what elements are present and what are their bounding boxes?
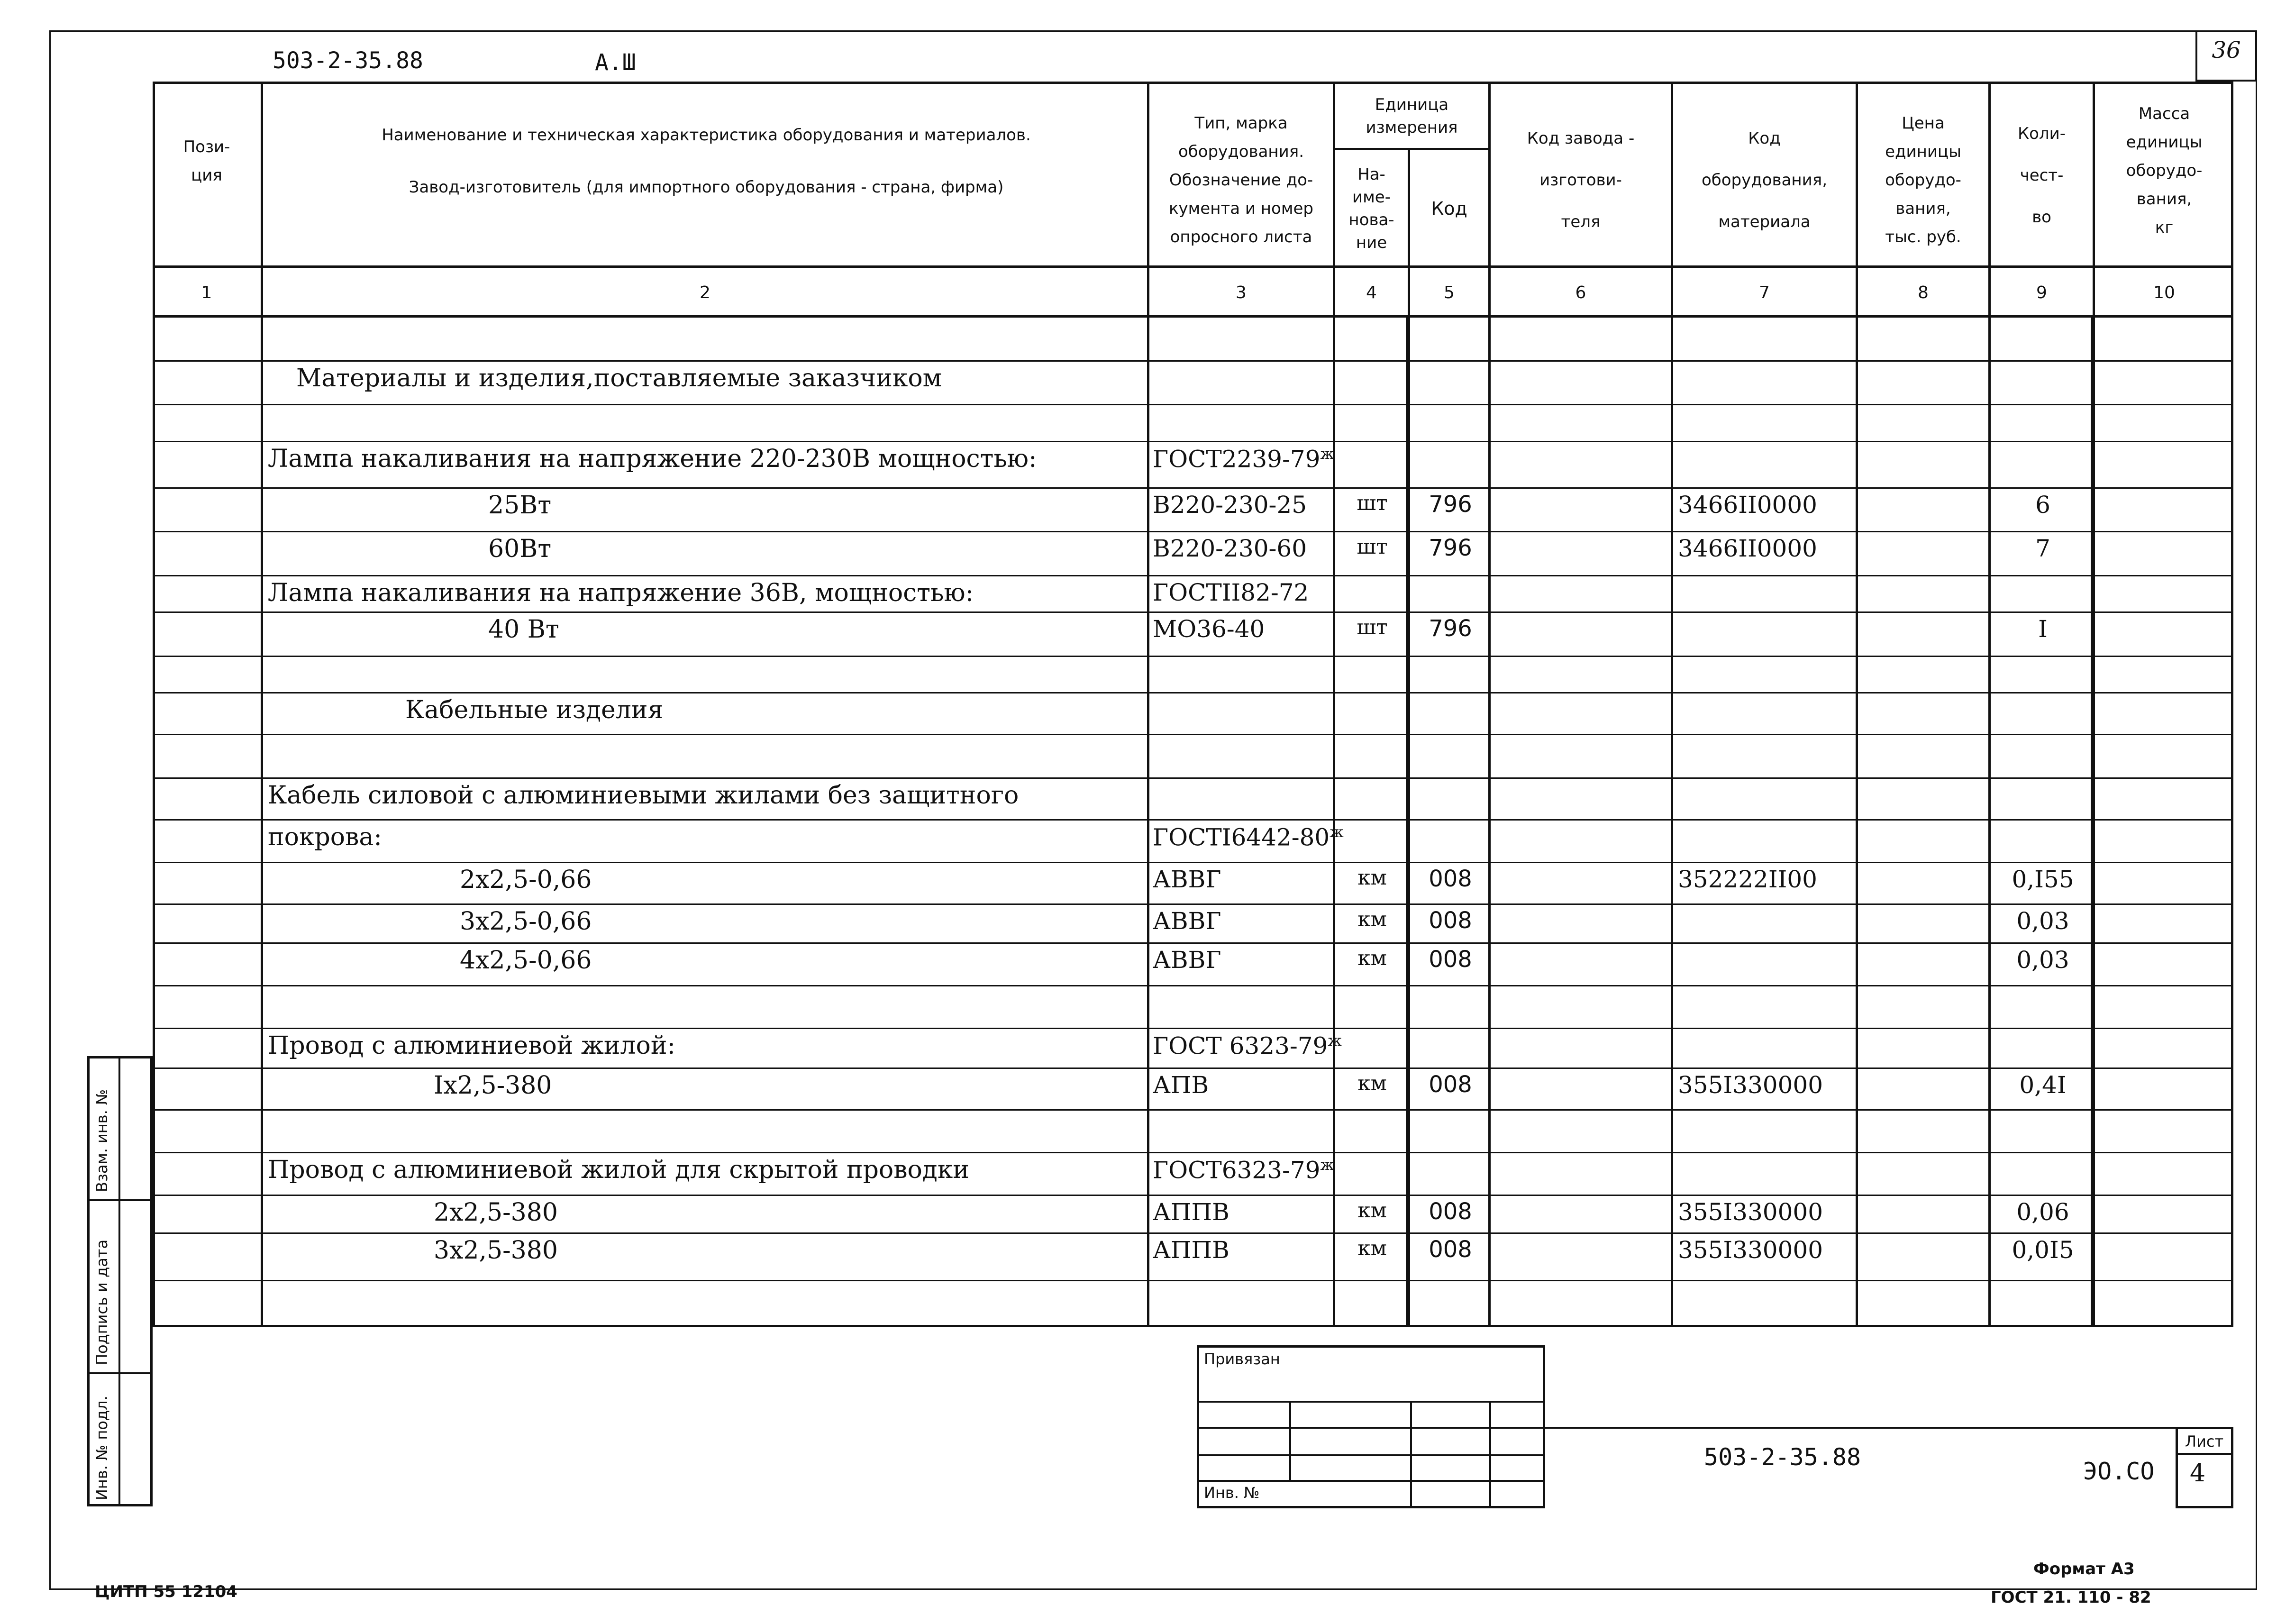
row-line [153, 404, 2233, 405]
row-name: Лампа накаливания на напряжение 36В, мощностью: [268, 579, 974, 607]
row-unit-code: 008 [1429, 1198, 1472, 1225]
col4-header-l1: На- [1357, 165, 1385, 184]
row-type-text: МО36-40 [1153, 615, 1265, 643]
row-type-text: АПВ [1153, 1071, 1209, 1099]
col7-header [1673, 104, 1856, 256]
row-name: 2х2,5-380 [434, 1198, 558, 1227]
row-type [1153, 946, 1221, 974]
row-quantity: 0,06 [2016, 1198, 2069, 1226]
row-line [153, 611, 2233, 613]
row-line [153, 531, 2233, 532]
colnum-2: 2 [700, 283, 710, 302]
row-unit: км [1357, 866, 1387, 890]
row-type-sup: ж [1320, 1156, 1334, 1174]
row-type [1153, 866, 1221, 893]
colnum-8: 8 [1918, 283, 1929, 302]
row-unit-code: 008 [1429, 866, 1472, 892]
col4-header [1335, 154, 1408, 263]
row-quantity: 0,03 [2016, 946, 2069, 974]
row-unit: шт [1357, 535, 1388, 559]
row-unit-code: 008 [1429, 1071, 1472, 1098]
row-type [1153, 1198, 1229, 1226]
row-name: покрова: [268, 823, 382, 851]
row-name: 40 Вт [488, 615, 559, 644]
colnum-9: 9 [2036, 283, 2047, 302]
col6-header [1491, 104, 1671, 256]
col9-header-l3: во [2032, 208, 2051, 227]
row-line [153, 1195, 2233, 1196]
list-value: 4 [2190, 1459, 2206, 1487]
col9-header-l1: Коли- [2017, 124, 2066, 143]
privyazan-line-2 [1197, 1427, 1545, 1429]
col10-header-l5: кг [2155, 218, 2174, 237]
row-line [153, 1067, 2233, 1069]
row-name: Лампа накаливания на напряжение 220-230В мощностью: [268, 445, 1037, 473]
col8-header-l1: Цена [1902, 114, 1945, 133]
row-type-text: ГОСТ6323-79 [1153, 1156, 1321, 1184]
row-line [153, 734, 2233, 735]
col-line-3 [1333, 82, 1335, 1327]
row-type [1153, 907, 1221, 935]
unit-split-line [1333, 148, 1488, 150]
row-name: 3х2,5-0,66 [460, 907, 592, 936]
row-type-text: ГОСТ2239-79 [1153, 445, 1321, 473]
row-name: 3х2,5-380 [434, 1236, 558, 1265]
col-line-7 [1856, 82, 1858, 1327]
col1-header [153, 119, 261, 204]
row-material-code: 355I330000 [1678, 1236, 1823, 1264]
colnum-5: 5 [1444, 283, 1455, 302]
row-type [1153, 823, 1344, 851]
row-line [153, 692, 2233, 693]
col-line-6 [1671, 82, 1673, 1327]
colnum-bottom-line [153, 315, 2233, 318]
row-unit-code: 796 [1429, 615, 1472, 642]
col10-header-l3: оборудо- [2126, 161, 2203, 180]
col3-header-l4: кумента и номер [1169, 199, 1313, 218]
row-name: Кабельные изделия [405, 696, 664, 724]
row-name: 4х2,5-0,66 [460, 946, 592, 975]
row-line [153, 862, 2233, 863]
row-quantity: 6 [2035, 491, 2050, 519]
row-line [153, 575, 2233, 576]
footer-format: Формат А3 [2033, 1560, 2135, 1578]
row-type-text: АВВГ [1153, 907, 1221, 935]
row-type [1153, 445, 1334, 473]
colnum-10: 10 [2153, 283, 2175, 302]
row-name: 2х2,5-0,66 [460, 866, 592, 894]
row-line [153, 656, 2233, 657]
row-line [153, 942, 2233, 944]
col6-header-l3: теля [1561, 212, 1601, 231]
col-line-1 [261, 82, 263, 1327]
col6-header-l2: изготови- [1539, 171, 1622, 190]
row-type-text: АВВГ [1153, 866, 1221, 893]
colnum-4: 4 [1366, 283, 1377, 302]
row-unit: км [1357, 907, 1387, 931]
privyazan-vline-3 [1489, 1401, 1491, 1508]
header-doc-code: 503-2-35.88 [273, 47, 423, 74]
header-album: А.Ш [595, 49, 636, 76]
row-type-text: АППВ [1153, 1198, 1229, 1226]
privyazan-vline-1 [1289, 1401, 1291, 1480]
row-name: 60Вт [488, 535, 552, 563]
col4-header-l2: име- [1352, 188, 1391, 207]
col8-header-l2: единицы [1885, 142, 1961, 161]
side-strip-hline-2 [87, 1372, 153, 1374]
row-type-text: АВВГ [1153, 946, 1221, 974]
list-label: Лист [2185, 1432, 2224, 1451]
row-line [153, 819, 2233, 821]
row-type-sup: ж [1330, 823, 1344, 841]
row-type-text: ГОСТI6442-80 [1153, 823, 1330, 851]
col8-header [1858, 100, 1988, 261]
side-strip-vline [118, 1056, 120, 1506]
col7-header-l2: оборудования, [1701, 171, 1828, 190]
col-line-2 [1147, 82, 1149, 1327]
col8-header-l4: вания, [1895, 199, 1951, 218]
thick-col9-right [2091, 315, 2095, 1327]
col3-header-l5: опросного листа [1170, 228, 1312, 246]
col6-header-l1: Код завода - [1527, 129, 1635, 148]
row-type-text: В220-230-60 [1153, 535, 1307, 562]
privyazan-line-1 [1197, 1401, 1545, 1403]
stamp-sheet-code: ЭО.СО [2083, 1458, 2155, 1485]
side-label-vzam: Взам. инв. № [93, 1089, 111, 1192]
privyazan-label: Привязан [1204, 1350, 1280, 1368]
row-unit: км [1357, 1236, 1387, 1260]
row-unit-code: 796 [1429, 491, 1472, 518]
row-line [153, 1232, 2233, 1234]
col3-header [1149, 100, 1333, 261]
thick-col5-left [1406, 315, 1410, 1327]
unit-header-l2: измерения [1366, 118, 1458, 137]
inv-no-label: Инв. № [1204, 1484, 1260, 1502]
colnum-7: 7 [1759, 283, 1770, 302]
row-quantity: 0,4I [2019, 1071, 2067, 1099]
row-quantity: 0,I55 [2012, 866, 2074, 893]
col2-header-l1: Наименование и техническая характеристика оборудования и материалов. [382, 126, 1031, 145]
row-unit-code: 796 [1429, 535, 1472, 561]
row-quantity: 0,0I5 [2012, 1236, 2074, 1264]
privyazan-line-3 [1197, 1454, 1545, 1456]
header-bottom-line [153, 265, 2233, 268]
row-name: Материалы и изделия,поставляемые заказчиком [296, 364, 942, 392]
list-box-split [2176, 1453, 2233, 1455]
row-quantity: 7 [2035, 535, 2050, 562]
col7-header-l3: материала [1718, 212, 1811, 231]
row-name: Провод с алюминиевой жилой: [268, 1031, 676, 1060]
row-unit-code: 008 [1429, 907, 1472, 934]
row-material-code: 355I330000 [1678, 1071, 1823, 1099]
col-line-8 [1988, 82, 1991, 1327]
row-line [153, 1280, 2233, 1281]
side-strip-hline-1 [87, 1199, 153, 1201]
col3-header-l3: Обозначение до- [1169, 171, 1313, 190]
col10-header-l1: Масса [2138, 104, 2190, 123]
col9-header [1991, 100, 2093, 251]
row-unit: шт [1357, 491, 1388, 515]
col8-header-l5: тыс. руб. [1885, 228, 1961, 246]
row-type-sup: ж [1328, 1031, 1342, 1049]
row-material-code: 3466II0000 [1678, 535, 1817, 562]
row-unit-code: 008 [1429, 1236, 1472, 1263]
row-material-code: 352222II00 [1678, 866, 1817, 893]
col5-header [1410, 154, 1488, 263]
row-line [153, 1028, 2233, 1029]
row-quantity: I [2038, 615, 2048, 643]
row-unit: км [1357, 946, 1387, 970]
col3-header-l2: оборудования. [1178, 142, 1304, 161]
footer-left: ЦИТП 55 12104 [95, 1582, 237, 1601]
row-name: 25Вт [488, 491, 552, 520]
row-name: Провод с алюминиевой жилой для скрытой проводки [268, 1156, 969, 1184]
col10-header-l4: вания, [2136, 190, 2192, 209]
col-line-5 [1488, 82, 1491, 1327]
row-name: Iх2,5-380 [434, 1071, 552, 1100]
colnum-1: 1 [201, 283, 212, 302]
row-unit-code: 008 [1429, 946, 1472, 973]
row-line [153, 487, 2233, 489]
row-type-text: ГОСТ 6323-79 [1153, 1032, 1328, 1060]
row-type-text: АППВ [1153, 1236, 1229, 1264]
stamp-top-line [1540, 1427, 2233, 1429]
row-unit: км [1357, 1071, 1387, 1095]
col7-header-l1: Код [1748, 129, 1781, 148]
row-type [1153, 491, 1307, 519]
row-line [153, 777, 2233, 779]
col4-header-l4: ние [1356, 233, 1387, 252]
row-material-code: 355I330000 [1678, 1198, 1823, 1226]
col2-header-l2: Завод-изготовитель (для импортного оборудования - страна, фирма) [409, 178, 1004, 197]
row-type [1153, 615, 1265, 643]
col3-header-l1: Тип, марка [1194, 114, 1288, 133]
row-type-text: ГОСТII82-72 [1153, 579, 1309, 606]
row-type [1153, 1236, 1229, 1264]
colnum-3: 3 [1236, 283, 1247, 302]
col9-header-l2: чест- [2020, 166, 2064, 185]
col4-header-l3: нова- [1348, 210, 1394, 229]
row-line [153, 1109, 2233, 1111]
row-unit: шт [1357, 615, 1388, 639]
col10-header [2095, 92, 2233, 249]
row-line [153, 903, 2233, 905]
row-line [153, 360, 2233, 362]
unit-header-l1: Единица [1375, 95, 1449, 114]
row-type [1153, 1071, 1209, 1099]
col1-header-l2: ция [191, 166, 222, 185]
col1-header-l1: Пози- [183, 137, 230, 156]
privyazan-line-4 [1197, 1480, 1545, 1482]
row-line [153, 985, 2233, 986]
row-type-sup: ж [1320, 445, 1334, 463]
stamp-doc-code: 503-2-35.88 [1704, 1443, 1861, 1471]
side-label-inv-podl: Инв. № подл. [93, 1396, 111, 1500]
row-unit: км [1357, 1198, 1387, 1223]
colnum-6: 6 [1575, 283, 1586, 302]
row-name: Кабель силовой с алюминиевыми жилами без защитного [268, 781, 1019, 810]
privyazan-vline-2 [1410, 1401, 1412, 1508]
page-number: 36 [2212, 37, 2241, 64]
unit-header [1335, 88, 1488, 145]
col8-header-l3: оборудо- [1885, 171, 1961, 190]
footer-gost: ГОСТ 21. 110 - 82 [1991, 1588, 2151, 1607]
row-type-text: В220-230-25 [1153, 491, 1307, 519]
row-type [1153, 1156, 1334, 1184]
col10-header-l2: единицы [2126, 133, 2203, 152]
row-type [1153, 535, 1307, 562]
col5-header-l1: Код [1431, 198, 1467, 219]
row-quantity: 0,03 [2016, 907, 2069, 935]
row-line [153, 441, 2233, 442]
row-line [153, 1152, 2233, 1153]
col2-header [265, 119, 1147, 204]
row-type [1153, 579, 1309, 606]
row-material-code: 3466II0000 [1678, 491, 1817, 519]
side-label-podpis: Подпись и дата [93, 1239, 111, 1365]
row-type [1153, 1031, 1342, 1060]
